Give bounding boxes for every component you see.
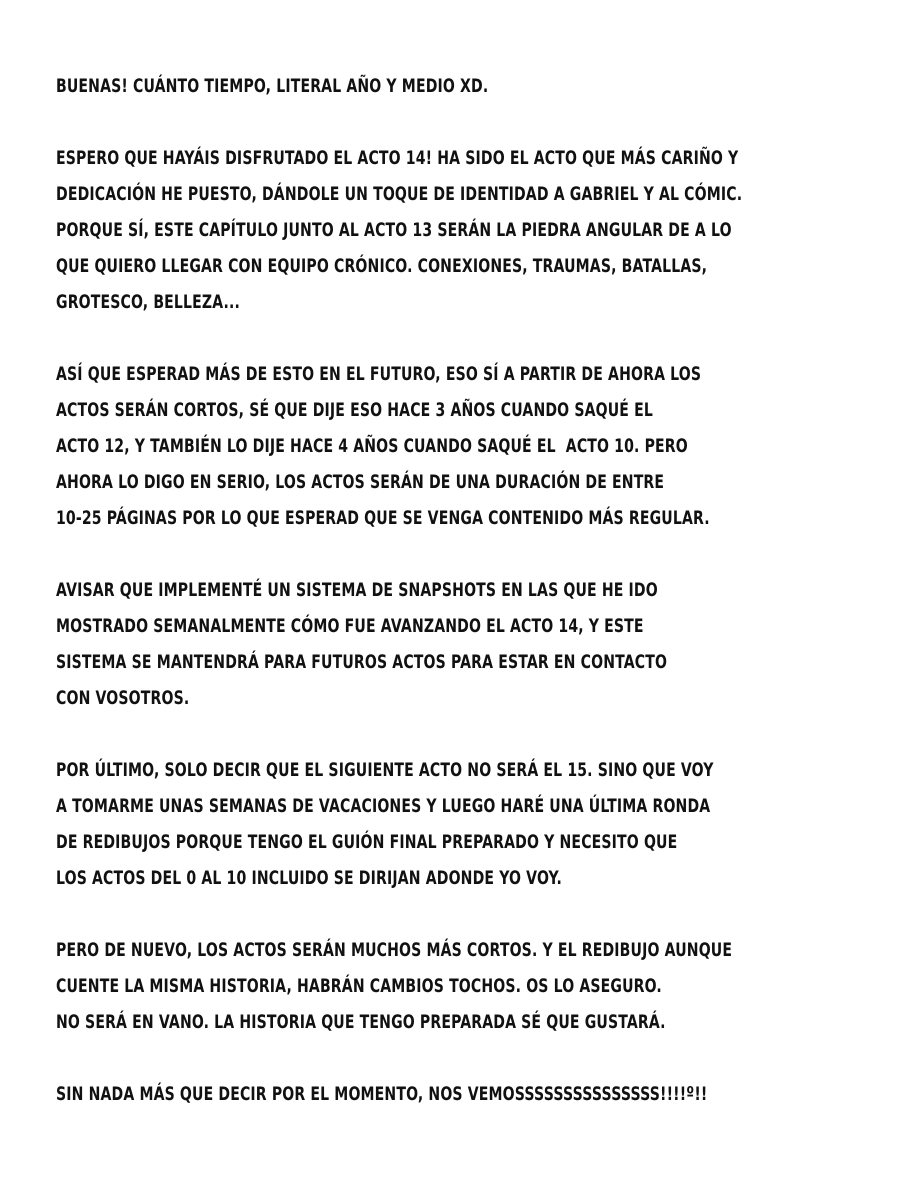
text-line: CON VOSOTROS. [56, 687, 190, 709]
text-line: DEDICACIÓN HE PUESTO, DÁNDOLE UN TOQUE DE IDENTIDAD A GABRIEL Y AL CÓMIC. [56, 183, 743, 205]
author-note [56, 68, 886, 1148]
text-line: ESPERO QUE HAYÁIS DISFRUTADO EL ACTO 14! HA SIDO EL ACTO QUE MÁS CARIÑO Y [56, 147, 739, 169]
text-line: GROTESCO, BELLEZA... [56, 291, 241, 313]
text-line: MOSTRADO SEMANALMENTE CÓMO FUE AVANZANDO EL ACTO 14, Y ESTE [56, 615, 644, 637]
text-line: DE REDIBUJOS PORQUE TENGO EL GUIÓN FINAL PREPARADO Y NECESITO QUE [56, 831, 678, 853]
paragraph-greeting [56, 68, 886, 104]
paragraph-future-acts [56, 356, 886, 536]
paragraph-act-14 [56, 140, 886, 320]
text-line: SIN NADA MÁS QUE DECIR POR EL MOMENTO, NOS VEMOSSSSSSSSSSSSSSS!!!!º!! [56, 1083, 708, 1105]
text-line: 10-25 PÁGINAS POR LO QUE ESPERAD QUE SE VENGA CONTENIDO MÁS REGULAR. [56, 507, 710, 529]
text-line: PORQUE SÍ, ESTE CAPÍTULO JUNTO AL ACTO 13 SERÁN LA PIEDRA ANGULAR DE A LO [56, 219, 732, 241]
text-line: QUE QUIERO LLEGAR CON EQUIPO CRÓNICO. CONEXIONES, TRAUMAS, BATALLAS, [56, 255, 708, 277]
paragraph-snapshots [56, 572, 886, 716]
text-line: CUENTE LA MISMA HISTORIA, HABRÁN CAMBIOS TOCHOS. OS LO ASEGURO. [56, 975, 662, 997]
text-line: ACTO 12, Y TAMBIÉN LO DIJE HACE 4 AÑOS CUANDO SAQUÉ EL ACTO 10. PERO [56, 435, 688, 457]
text-line: NO SERÁ EN VANO. LA HISTORIA QUE TENGO PREPARADA SÉ QUE GUSTARÁ. [56, 1011, 666, 1033]
paragraph-farewell [56, 1076, 886, 1112]
text-line: BUENAS! CUÁNTO TIEMPO, LITERAL AÑO Y MEDIO XD. [56, 75, 489, 97]
text-line: SISTEMA SE MANTENDRÁ PARA FUTUROS ACTOS PARA ESTAR EN CONTACTO [56, 651, 668, 673]
text-line: POR ÚLTIMO, SOLO DECIR QUE EL SIGUIENTE ACTO NO SERÁ EL 15. SINO QUE VOY [56, 759, 714, 781]
text-line: ACTOS SERÁN CORTOS, SÉ QUE DIJE ESO HACE 3 AÑOS CUANDO SAQUÉ EL [56, 399, 653, 421]
text-line: AVISAR QUE IMPLEMENTÉ UN SISTEMA DE SNAPSHOTS EN LAS QUE HE IDO [56, 579, 658, 601]
text-line: A TOMARME UNAS SEMANAS DE VACACIONES Y LUEGO HARÉ UNA ÚLTIMA RONDA [56, 795, 711, 817]
text-line: LOS ACTOS DEL 0 AL 10 INCLUIDO SE DIRIJAN ADONDE YO VOY. [56, 867, 563, 889]
text-line: PERO DE NUEVO, LOS ACTOS SERÁN MUCHOS MÁS CORTOS. Y EL REDIBUJO AUNQUE [56, 939, 733, 961]
paragraph-shorter-acts [56, 932, 886, 1040]
text-line: AHORA LO DIGO EN SERIO, LOS ACTOS SERÁN DE UNA DURACIÓN DE ENTRE [56, 471, 665, 493]
text-line: ASÍ QUE ESPERAD MÁS DE ESTO EN EL FUTURO, ESO SÍ A PARTIR DE AHORA LOS [56, 363, 702, 385]
paragraph-redraws [56, 752, 886, 896]
